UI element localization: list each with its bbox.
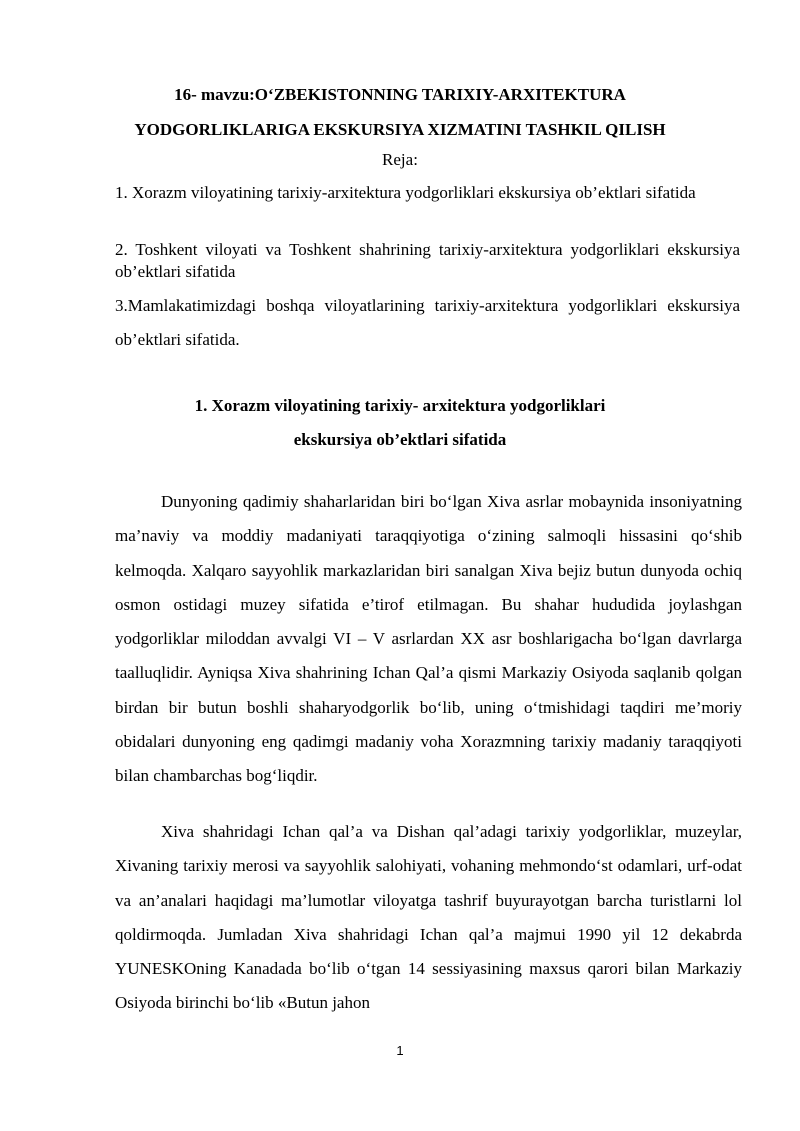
title-line-2: YODGORLIKLARIGA EKSKURSIYA XIZMATINI TASHKIL QILISH (134, 120, 666, 139)
page-number: 1 (396, 1043, 404, 1058)
plan-label: Reja: (382, 150, 418, 169)
title-line-1: 16- mavzu:O‘ZBEKISTONNING TARIXIY-ARXITEKTURA (174, 85, 626, 104)
body-paragraph-1: Dunyoning qadimiy shaharlaridan biri bo‘lgan Xiva asrlar mobaynida insoniyatning ma’naviy va moddiy madaniyati taraqqiyotiga o‘zining salmoqli hissasini qo‘shib kelmoqda. Xalqaro sayyohlik markazlaridan biri sanalgan Xiva bejiz butun dunyoda ochiq osmon ostidagi muzey sifatida e’tirof etilmagan. Bu shahar hududida joylashgan yodgorliklar miloddan avvalgi VI – V asrlardan XX asr boshlarigacha bo‘lgan davrlarga taalluqlidir. Ayniqsa Xiva shahrining Ichan Qal’a qismi Markaziy Osiyoda saqlanib qolgan birdan bir butun boshli shaharyodgorlik bo‘lib, uning o‘tmishidagi taqdiri me’moriy obidalari dunyoning eng qadimgi madaniy voha Xorazmning tarixiy madaniy taraqqiyoti bilan chambarchas bog‘liqdir. (115, 492, 742, 786)
body-paragraph-2: Xiva shahridagi Ichan qal’a va Dishan qal’adagi tarixiy yodgorliklar, muzeylar, Xivaning tarixiy merosi va sayyohlik salohiyati, vohaning mehmondo‘st odamlari, urf-odat va an’analari haqidagi ma’lumotlar viloyatga tashrif buyurayotgan barcha turistlarni lol qoldirmoqda. Jumladan Xiva shahridagi Ichan qal’a majmui 1990 yil 12 dekabrda YUNESKOning Kanadada bo‘lib o‘tgan 14 sessiyasining maxsus qarori bilan Markaziy Osiyoda birinchi bo‘lib «Butun jahon (115, 822, 742, 1013)
section-heading-line-1: 1. Xorazm viloyatining tarixiy- arxitektura yodgorliklari (194, 396, 606, 415)
plan-item-1: 1. Xorazm viloyatining tarixiy-arxitektura yodgorliklari ekskursiya ob’ektlari sifatida (115, 183, 696, 202)
section-heading-line-2: ekskursiya ob’ektlari sifatida (293, 430, 507, 449)
plan-item-3: 3.Mamlakatimizdagi boshqa viloyatlarining tarixiy-arxitektura yodgorliklari ekskursiya ob’ektlari sifatida. (115, 296, 740, 349)
plan-item-2: 2. Toshkent viloyati va Toshkent shahrining tarixiy-arxitektura yodgorliklari ekskursiya ob’ektlari sifatida (115, 240, 740, 281)
